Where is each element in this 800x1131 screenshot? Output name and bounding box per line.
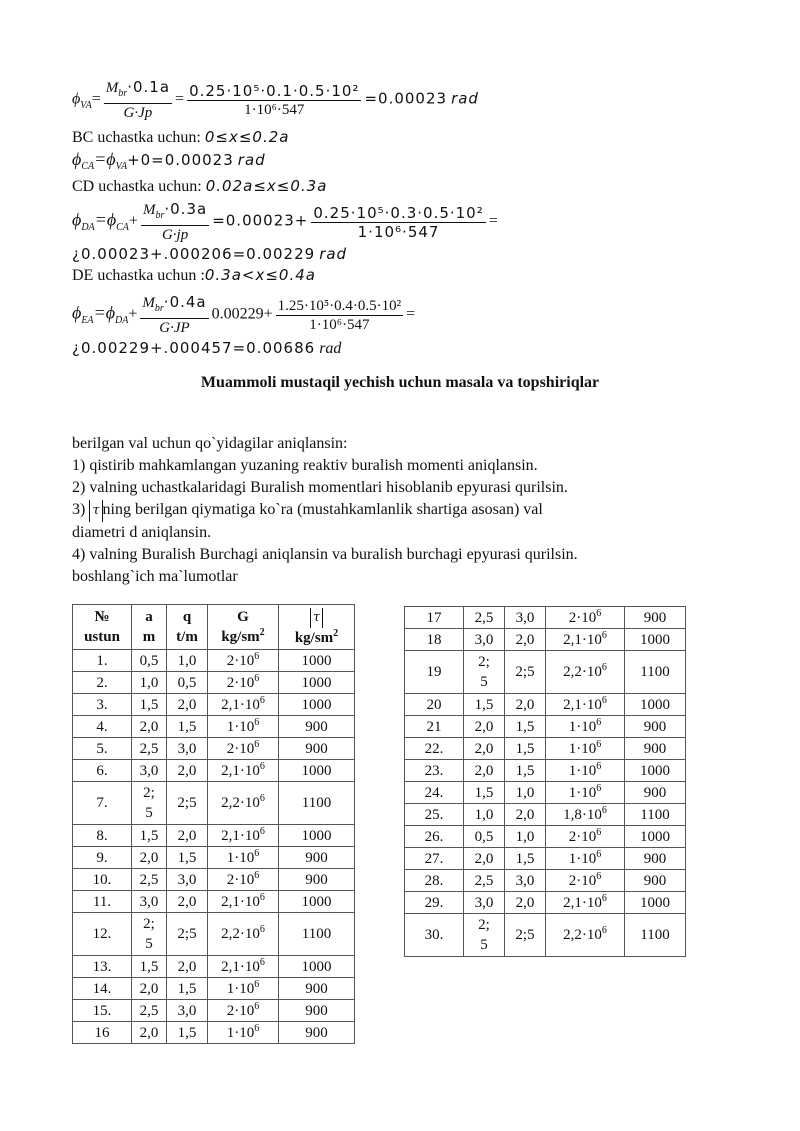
fraction-moment	[141, 200, 209, 244]
phi-subscript: EA	[81, 314, 94, 326]
table-cell-g: $1\cdot 10^6$	[208, 978, 279, 1000]
table-row	[405, 716, 686, 738]
equals-sign: =	[488, 212, 498, 230]
task-footer: boshlang`ich ma`lumotlar	[72, 568, 238, 585]
table-row	[73, 672, 355, 694]
table-cell-number: 6.	[73, 760, 132, 782]
table-cell-a: 1,5	[132, 694, 167, 716]
table-cell-a: 3,0	[464, 892, 505, 914]
unit-label: rad	[451, 89, 479, 108]
table-cell-a: 1,0	[464, 804, 505, 826]
table-cell-tau: 1100	[279, 782, 355, 825]
table-row	[405, 651, 686, 694]
table-cell-number: 16	[73, 1022, 132, 1044]
fraction-moment	[104, 78, 172, 122]
fraction-moment	[140, 293, 208, 337]
table-cell-q: 1,0	[167, 650, 208, 672]
table-cell-tau: 900	[625, 716, 686, 738]
table-cell-a: 1,5	[132, 825, 167, 847]
table-cell-q: 1,0	[505, 826, 546, 848]
moment-factor: ·0.4a	[163, 293, 207, 311]
equals-sign: =	[406, 305, 416, 323]
fraction-denominator: 1·10⁶·547	[357, 222, 440, 241]
table-cell-a: 2,0	[464, 760, 505, 782]
table-cell-g: $2,1\cdot 10^6$	[208, 825, 279, 847]
table-cell-number: 7.	[73, 782, 132, 825]
equals-sign: =	[175, 90, 185, 108]
fraction-numerator: 0.25·10⁵·0.3·0.5·10²	[313, 203, 484, 222]
unit-label: rad	[319, 245, 348, 263]
fraction-denominator: 1·10⁶·547	[309, 316, 370, 333]
section-label: CD uchastka uchun:	[72, 178, 202, 195]
table-row	[73, 891, 355, 913]
table-row	[73, 913, 355, 956]
table-cell-q: 1,5	[167, 716, 208, 738]
bc-section-line	[72, 128, 289, 147]
table-cell-g: $1\cdot 10^6$	[546, 738, 625, 760]
table-cell-number: 4.	[73, 716, 132, 738]
table-cell-g: $2,1\cdot 10^6$	[208, 891, 279, 913]
table-cell-number: 22.	[405, 738, 464, 760]
table-cell-a: 2,0	[132, 1022, 167, 1044]
moment-subscript: br	[155, 210, 165, 221]
table-cell-tau: 1100	[625, 804, 686, 826]
table-cell-g: $1,8\cdot 10^6$	[546, 804, 625, 826]
phi-subscript: VA	[80, 99, 92, 111]
table-cell-q: 2,0	[167, 825, 208, 847]
table-cell-tau: 900	[279, 869, 355, 891]
table-cell-g: $2,2\cdot 10^6$	[208, 913, 279, 956]
tau-symbol: τ	[89, 500, 102, 522]
table-cell-q: 2;5	[167, 782, 208, 825]
table-cell-number: 12.	[73, 913, 132, 956]
phi-symbol: ϕ	[72, 149, 82, 169]
moment-subscript: br	[154, 303, 164, 314]
table-cell-tau: 900	[279, 1022, 355, 1044]
table-cell-g: $2,2\cdot 10^6$	[208, 782, 279, 825]
task-item-1: 1) qistirib mahkamlangan yuzaning reaktiv buralish momenti aniqlansin.	[72, 457, 538, 474]
table-cell-a: 2,0	[464, 848, 505, 870]
table-header-row	[73, 605, 355, 650]
moment-subscript: br	[118, 88, 128, 99]
table-cell-tau: 1000	[625, 826, 686, 848]
fraction-denominator: G·Jp	[123, 105, 153, 121]
table-cell-tau: 1000	[279, 694, 355, 716]
task-item-4: 4) valning Buralish Burchagi aniqlansin va buralish burchagi epyurasi qurilsin.	[72, 546, 578, 563]
table-cell-number: 27.	[405, 848, 464, 870]
table-cell-number: 21	[405, 716, 464, 738]
table-cell-a: 2,0	[132, 716, 167, 738]
table-cell-g: $2\cdot 10^6$	[208, 738, 279, 760]
table-row	[405, 607, 686, 629]
table-cell-g: $1\cdot 10^6$	[208, 716, 279, 738]
table-cell-tau: 900	[625, 870, 686, 892]
table-cell-tau: 1100	[625, 914, 686, 957]
table-cell-q: 2;5	[505, 914, 546, 957]
table-cell-q: 1,5	[167, 1022, 208, 1044]
table-row	[405, 738, 686, 760]
table-cell-a: 2,0	[132, 847, 167, 869]
table-cell-q: 2,0	[505, 892, 546, 914]
table-cell-number: 23.	[405, 760, 464, 782]
table-row	[73, 847, 355, 869]
cd-section-line	[72, 177, 327, 196]
phi-symbol: ϕ	[72, 302, 82, 323]
unit-label: rad	[237, 151, 266, 169]
phi-symbol: =ϕ	[94, 209, 117, 230]
table-cell-g: $2\cdot 10^6$	[546, 870, 625, 892]
table-cell-a: 2,5	[464, 870, 505, 892]
table-cell-g: $2,1\cdot 10^6$	[546, 892, 625, 914]
task-item-2: 2) valning uchastkalaridagi Buralish momentlari hisoblanib epyurasi qurilsin.	[72, 479, 568, 496]
table-cell-a: 1,0	[132, 672, 167, 694]
table-cell-q: 2;5	[167, 913, 208, 956]
table-cell-number: 18	[405, 629, 464, 651]
table-cell-tau: 900	[625, 738, 686, 760]
table-cell-number: 1.	[73, 650, 132, 672]
table-cell-tau: 1000	[625, 629, 686, 651]
equation-phi-ea-result	[72, 339, 341, 358]
table-cell-g: $2\cdot 10^6$	[546, 607, 625, 629]
table-cell-number: 17	[405, 607, 464, 629]
table-cell-g: $2,1\cdot 10^6$	[208, 694, 279, 716]
table-row	[73, 825, 355, 847]
table-cell-q: 3,0	[167, 738, 208, 760]
table-cell-number: 5.	[73, 738, 132, 760]
table-cell-tau: 900	[279, 978, 355, 1000]
table-row	[73, 1022, 355, 1044]
section-range: 0.3a<x≤0.4a	[204, 266, 316, 284]
table-cell-number: 8.	[73, 825, 132, 847]
fraction-denominator: G·jp	[161, 227, 189, 243]
table-cell-tau: 1100	[279, 913, 355, 956]
moment-symbol: M	[142, 202, 156, 218]
table-cell-a: 1,5	[464, 694, 505, 716]
result-value: ¿0.00229+.000457=0.00686	[72, 339, 316, 357]
table-cell-q: 0,5	[167, 672, 208, 694]
table-cell-tau: 1000	[279, 956, 355, 978]
section-label: BC uchastka uchun:	[72, 129, 201, 146]
table-cell-number: 10.	[73, 869, 132, 891]
table-cell-a: 3,0	[464, 629, 505, 651]
table-cell-q: 2;5	[505, 651, 546, 694]
header-number: № ustun	[73, 605, 132, 650]
table-cell-number: 15.	[73, 1000, 132, 1022]
table-cell-g: $1\cdot 10^6$	[546, 760, 625, 782]
table-cell-a: 2; 5	[132, 782, 167, 825]
table-cell-g: $2\cdot 10^6$	[208, 869, 279, 891]
table-cell-a: 2,5	[132, 738, 167, 760]
table-cell-number: 20	[405, 694, 464, 716]
table-cell-tau: 900	[279, 1000, 355, 1022]
header-g: G $kg/sm^2$	[208, 605, 279, 650]
task-item-number: 3)	[72, 501, 86, 518]
table-cell-number: 13.	[73, 956, 132, 978]
task-item-3	[72, 499, 732, 522]
phi-subscript: DA	[81, 221, 95, 233]
section-range: 0≤x≤0.2a	[204, 128, 290, 146]
table-row	[405, 914, 686, 957]
table-cell-q: 3,0	[505, 607, 546, 629]
header-q: q t/m	[167, 605, 208, 650]
table-cell-g: $2,1\cdot 10^6$	[546, 629, 625, 651]
table-row	[405, 892, 686, 914]
table-cell-number: 11.	[73, 891, 132, 913]
fraction-numeric	[187, 82, 361, 119]
moment-symbol: M	[105, 80, 119, 96]
phi-subscript: VA	[115, 161, 128, 173]
table-cell-g: $2,1\cdot 10^6$	[208, 956, 279, 978]
table-cell-number: 14.	[73, 978, 132, 1000]
table-row	[73, 716, 355, 738]
table-cell-q: 3,0	[167, 1000, 208, 1022]
table-row	[73, 650, 355, 672]
table-row	[405, 848, 686, 870]
table-cell-g: $1\cdot 10^6$	[546, 716, 625, 738]
table-cell-tau: 900	[625, 848, 686, 870]
table-cell-a: 2,5	[132, 869, 167, 891]
task-item-text: ning berilgan qiymatiga ko`ra (mustahkamlanlik shartiga asosan) val	[102, 501, 543, 518]
result-value: =0.00023	[364, 89, 448, 108]
fraction-numerator: 1.25·10⁵·0.4·0.5·10²	[277, 297, 402, 314]
table-cell-g: $2\cdot 10^6$	[208, 650, 279, 672]
task-description	[72, 433, 732, 588]
table-cell-q: 1,5	[505, 848, 546, 870]
section-heading: Muammoli mustaqil yechish uchun masala va topshiriqlar	[200, 374, 600, 391]
table-cell-g: $1\cdot 10^6$	[208, 847, 279, 869]
header-tau: τ $kg/sm^2$	[279, 605, 355, 650]
equation-phi-va	[72, 78, 479, 122]
table-cell-number: 28.	[405, 870, 464, 892]
table-cell-number: 30.	[405, 914, 464, 957]
phi-subscript: DA	[115, 314, 129, 326]
equation-phi-ea	[72, 293, 415, 337]
fraction-numeric	[311, 204, 485, 241]
table-cell-number: 26.	[405, 826, 464, 848]
table-row	[405, 760, 686, 782]
table-cell-q: 3,0	[167, 869, 208, 891]
table-row	[73, 760, 355, 782]
table-cell-q: 1,0	[505, 782, 546, 804]
fraction-denominator: G·JP	[159, 320, 190, 336]
table-cell-tau: 1000	[625, 892, 686, 914]
de-section-line	[72, 266, 316, 285]
table-cell-a: 2,0	[464, 716, 505, 738]
table-cell-q: 2,0	[505, 804, 546, 826]
table-cell-g: $2,1\cdot 10^6$	[208, 760, 279, 782]
table-row	[73, 956, 355, 978]
table-cell-a: 2,5	[132, 1000, 167, 1022]
section-label: DE uchastka uchun :	[72, 267, 205, 284]
table-row	[73, 694, 355, 716]
table-cell-q: 2,0	[167, 694, 208, 716]
table-cell-a: 3,0	[132, 760, 167, 782]
table-row	[73, 782, 355, 825]
table-row	[405, 826, 686, 848]
table-cell-g: $1\cdot 10^6$	[546, 848, 625, 870]
table-cell-g: $1\cdot 10^6$	[208, 1022, 279, 1044]
task-item-3-continued: diametri d aniqlansin.	[72, 524, 212, 541]
table-cell-g: $1\cdot 10^6$	[546, 782, 625, 804]
task-intro: berilgan val uchun qo`yidagilar aniqlansin:	[72, 435, 348, 452]
plus-sign: +	[128, 305, 138, 323]
table-row	[405, 694, 686, 716]
table-cell-number: 24.	[405, 782, 464, 804]
table-cell-g: $2\cdot 10^6$	[208, 1000, 279, 1022]
plus-sign: +	[128, 212, 138, 230]
section-range: 0.02a≤x≤0.3a	[205, 177, 328, 195]
equation-phi-da-result	[72, 245, 347, 264]
table-cell-a: 0,5	[132, 650, 167, 672]
table-cell-g: $2,2\cdot 10^6$	[546, 914, 625, 957]
table-cell-number: 3.	[73, 694, 132, 716]
table-cell-number: 19	[405, 651, 464, 694]
table-cell-tau: 1000	[625, 694, 686, 716]
table-cell-tau: 900	[625, 607, 686, 629]
table-body-right	[405, 607, 686, 957]
table-cell-q: 3,0	[505, 870, 546, 892]
table-cell-tau: 1000	[625, 760, 686, 782]
data-table-right	[404, 606, 686, 957]
table-cell-tau: 1000	[279, 672, 355, 694]
table-cell-tau: 900	[279, 716, 355, 738]
table-cell-a: 2,5	[464, 607, 505, 629]
table-row	[73, 869, 355, 891]
fraction-denominator: 1·10⁶·547	[244, 101, 305, 118]
table-body-left	[73, 650, 355, 1044]
data-table-left	[72, 604, 355, 1044]
table-cell-q: 2,0	[167, 891, 208, 913]
table-cell-g: $2\cdot 10^6$	[546, 826, 625, 848]
table-cell-q: 1,5	[167, 847, 208, 869]
phi-symbol: ϕ	[72, 90, 81, 108]
table-cell-q: 2,0	[505, 629, 546, 651]
fraction-numerator: 0.25·10⁵·0.1·0.5·10²	[189, 81, 360, 100]
result-value: ¿0.00023+.000206=0.00229	[72, 245, 316, 263]
table-cell-tau: 1000	[279, 825, 355, 847]
phi-symbol: =ϕ	[94, 149, 116, 169]
table-row	[405, 782, 686, 804]
table-cell-q: 1,5	[167, 978, 208, 1000]
table-cell-tau: 1000	[279, 650, 355, 672]
unit-label: rad	[319, 340, 342, 357]
table-cell-g: $2\cdot 10^6$	[208, 672, 279, 694]
table-cell-tau: 1000	[279, 891, 355, 913]
moment-factor: ·0.1a	[127, 78, 171, 96]
table-cell-q: 2,0	[505, 694, 546, 716]
fraction-numeric	[276, 297, 403, 334]
result-value: +0=0.00023	[127, 151, 234, 169]
equation-phi-ca	[72, 150, 266, 176]
table-cell-g: $2,1\cdot 10^6$	[546, 694, 625, 716]
table-cell-a: 1,5	[464, 782, 505, 804]
table-cell-number: 2.	[73, 672, 132, 694]
table-cell-q: 1,5	[505, 738, 546, 760]
phi-subscript: CA	[116, 221, 129, 233]
header-a: a m	[132, 605, 167, 650]
table-cell-q: 2,0	[167, 956, 208, 978]
table-cell-number: 25.	[405, 804, 464, 826]
equation-phi-da	[72, 200, 498, 244]
table-row	[73, 978, 355, 1000]
moment-symbol: M	[142, 295, 155, 311]
table-cell-a: 1,5	[132, 956, 167, 978]
table-row	[405, 870, 686, 892]
table-cell-a: 2; 5	[132, 913, 167, 956]
table-cell-tau: 900	[279, 738, 355, 760]
phi-symbol: ϕ	[72, 209, 82, 230]
equals-sign: =	[91, 90, 101, 108]
table-cell-tau: 900	[625, 782, 686, 804]
table-cell-number: 9.	[73, 847, 132, 869]
table-cell-a: 0,5	[464, 826, 505, 848]
intermediate-value: 0.00229+	[211, 305, 273, 323]
table-cell-tau: 900	[279, 847, 355, 869]
phi-symbol: =ϕ	[93, 302, 116, 323]
table-cell-q: 1,5	[505, 716, 546, 738]
table-cell-a: 2; 5	[464, 914, 505, 957]
phi-subscript: CA	[81, 161, 95, 173]
table-cell-number: 29.	[405, 892, 464, 914]
table-cell-g: $2,2\cdot 10^6$	[546, 651, 625, 694]
table-row	[405, 629, 686, 651]
table-row	[405, 804, 686, 826]
intermediate-value: =0.00023+	[212, 211, 309, 230]
table-cell-a: 2; 5	[464, 651, 505, 694]
table-cell-a: 2,0	[464, 738, 505, 760]
table-row	[73, 738, 355, 760]
table-row	[73, 1000, 355, 1022]
table-cell-a: 2,0	[132, 978, 167, 1000]
table-cell-q: 2,0	[167, 760, 208, 782]
table-cell-q: 1,5	[505, 760, 546, 782]
moment-factor: ·0.3a	[164, 200, 208, 218]
table-cell-a: 3,0	[132, 891, 167, 913]
table-cell-tau: 1100	[625, 651, 686, 694]
table-cell-tau: 1000	[279, 760, 355, 782]
